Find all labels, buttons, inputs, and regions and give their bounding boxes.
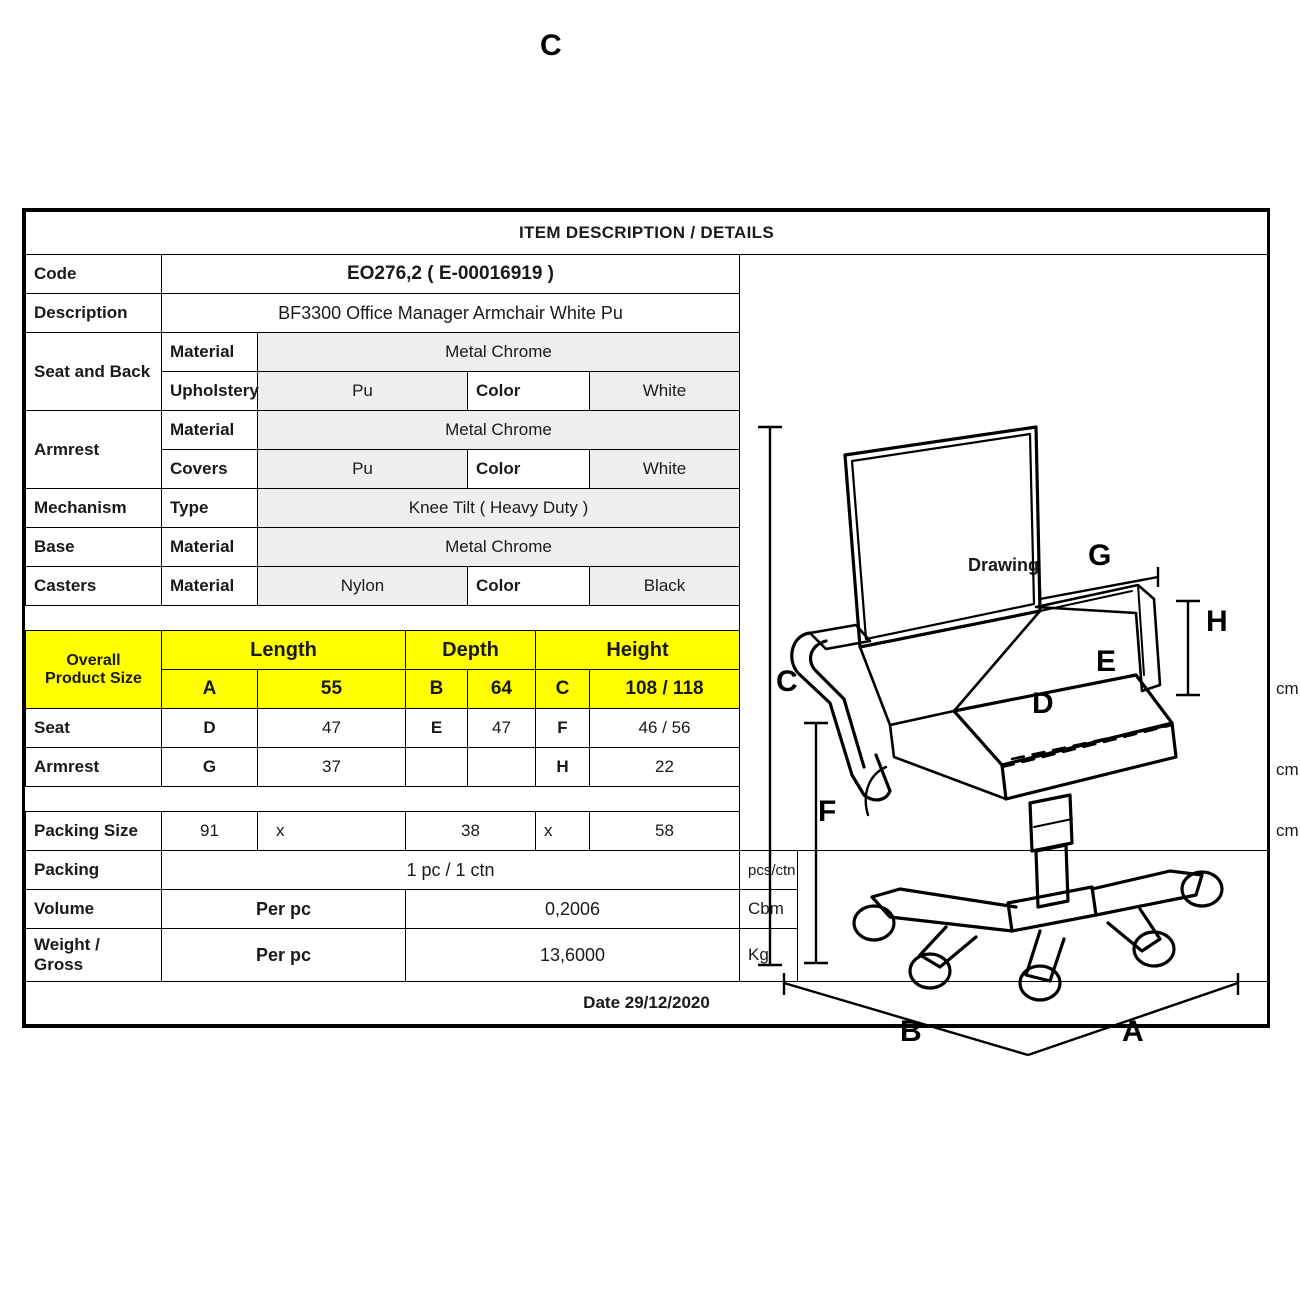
table-row: Packing Size 91 x 38 x 58 cm [26, 812, 1268, 851]
packing-x1: x [258, 812, 406, 851]
packing-width: 38 [406, 812, 536, 851]
height-header: Height [536, 631, 740, 670]
armrest-blank-value [468, 748, 536, 787]
base-material-label: Material [162, 528, 258, 567]
weight-per: Per pc [162, 929, 406, 982]
dim-label-e: E [1096, 645, 1117, 678]
weight-unit: Kg [740, 929, 798, 982]
depth-header: Depth [406, 631, 536, 670]
seat-e-value: 47 [468, 709, 536, 748]
mechanism-label: Mechanism [26, 489, 162, 528]
table-row: A 55 B 64 C 108 / 118 cm [26, 670, 1268, 709]
weight-value: 13,6000 [406, 929, 740, 982]
description-value: BF3300 Office Manager Armchair White Pu [162, 294, 740, 333]
packing-length: 91 [162, 812, 258, 851]
seat-back-label: Seat and Back [26, 333, 162, 411]
overall-b-value: 64 [468, 670, 536, 709]
overall-b-key: B [406, 670, 468, 709]
armrest-covers-value: Pu [258, 450, 468, 489]
volume-unit: Cbm [740, 890, 798, 929]
length-header: Length [162, 631, 406, 670]
armrest-h-value: 22 [590, 748, 740, 787]
seat-back-upholstery-value: Pu [258, 372, 468, 411]
volume-label: Volume [26, 890, 162, 929]
casters-label: Casters [26, 567, 162, 606]
spec-sheet [22, 29, 1299, 1048]
casters-material-value: Nylon [258, 567, 468, 606]
packing-unit: pcs/ctn [740, 851, 798, 890]
weight-label: Weight / Gross [26, 929, 162, 982]
armrest-material-value: Metal Chrome [258, 411, 740, 450]
armrest-h-key: H [536, 748, 590, 787]
armrest-color-value: White [590, 450, 740, 489]
code-value: EO276,2 ( E-00016919 ) [162, 255, 740, 294]
armrest-label: Armrest [26, 411, 162, 489]
armrest-blank-key [406, 748, 468, 787]
description-label: Description [26, 294, 162, 333]
seat-e-key: E [406, 709, 468, 748]
armrest-material-label: Material [162, 411, 258, 450]
dim-label-h: H [1206, 605, 1228, 638]
seat-f-value: 46 / 56 [590, 709, 740, 748]
overall-a-value: 55 [258, 670, 406, 709]
mechanism-type-label: Type [162, 489, 258, 528]
packing-label: Packing [26, 851, 162, 890]
dim-label-c: C [540, 29, 562, 62]
sheet-date: Date 29/12/2020 [26, 982, 1268, 1025]
seat-back-material-value: Metal Chrome [258, 333, 740, 372]
volume-value: 0,2006 [406, 890, 740, 929]
dim-label-d: D [1032, 687, 1054, 720]
seat-dim-label: Seat [26, 709, 162, 748]
packing-size-label: Packing Size [26, 812, 162, 851]
armrest-color-label: Color [468, 450, 590, 489]
table-row [26, 255, 1268, 294]
seat-back-material-label: Material [162, 333, 258, 372]
seat-d-value: 47 [258, 709, 406, 748]
seat-back-color-value: White [590, 372, 740, 411]
armrest-g-value: 37 [258, 748, 406, 787]
seat-back-color-label: Color [468, 372, 590, 411]
table-row [26, 982, 1268, 1025]
seat-back-upholstery-label: Upholstery [162, 372, 258, 411]
dim-label-f: F [818, 795, 837, 828]
spacer-row-2 [26, 787, 798, 812]
dim-label-g: G [1088, 539, 1112, 572]
table-row: Seat D 47 E 47 F 46 / 56 cm [26, 709, 1268, 748]
overall-a-key: A [162, 670, 258, 709]
base-material-value: Metal Chrome [258, 528, 740, 567]
armrest-covers-label: Covers [162, 450, 258, 489]
casters-color-value: Black [590, 567, 740, 606]
base-label: Base [26, 528, 162, 567]
casters-material-label: Material [162, 567, 258, 606]
dim-label-c: C [776, 665, 798, 698]
volume-per: Per pc [162, 890, 406, 929]
dim-label-a: A [1122, 1015, 1144, 1048]
overall-c-value: 108 / 118 [590, 670, 740, 709]
overall-size-label: Overall Product Size [26, 631, 162, 709]
armrest-dim-label: Armrest [26, 748, 162, 787]
casters-color-label: Color [468, 567, 590, 606]
spacer-row [26, 606, 740, 631]
packing-height: 58 [590, 812, 740, 851]
drawing-title: Drawing [968, 555, 1040, 575]
sheet-title: ITEM DESCRIPTION / DETAILS [26, 212, 1268, 255]
packing-x2: x [536, 812, 590, 851]
code-label: Code [26, 255, 162, 294]
seat-d-key: D [162, 709, 258, 748]
packing-value: 1 pc / 1 ctn [162, 851, 740, 890]
mechanism-type-value: Knee Tilt ( Heavy Duty ) [258, 489, 740, 528]
seat-f-key: F [536, 709, 590, 748]
armrest-g-key: G [162, 748, 258, 787]
overall-c-key: C [536, 670, 590, 709]
table-row [26, 212, 1268, 255]
dim-label-b: B [900, 1015, 922, 1048]
spec-table [25, 29, 1299, 1048]
